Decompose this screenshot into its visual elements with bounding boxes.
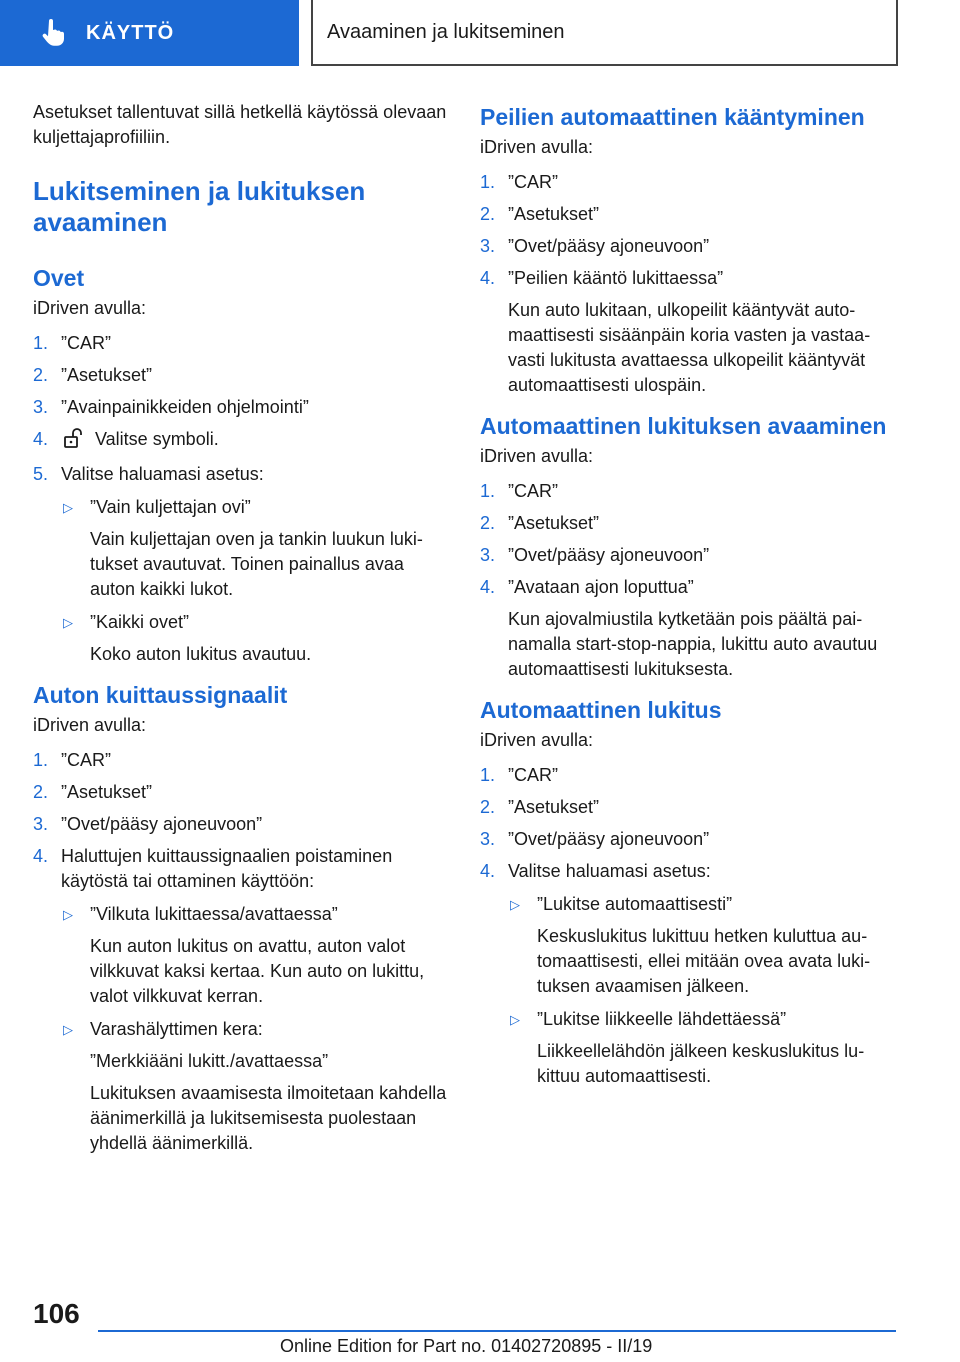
triangle-bullet-icon: ▷ [63, 500, 73, 515]
heading-auto-unlock: Automaattinen lukituksen avaaminen [480, 413, 887, 439]
page-number: 106 [33, 1298, 80, 1329]
option-item: ▷ ”Vilkuta lukittaessa/avattaessa” Kun auton lukitus on avattu, auton valot vilkkuvat kaksi kertaa. Kun auto on lukittu, valot vilkkuvat kerran. [63, 904, 425, 1006]
heading-mirrors: Peilien automaattinen kääntyminen [480, 104, 865, 130]
idrive-note: iDriven avulla: [480, 446, 594, 466]
list-item: 3. ”Ovet/pääsy ajoneuvoon” [480, 829, 710, 849]
idrive-note: iDriven avulla: [480, 730, 594, 750]
page-header [0, 0, 960, 68]
list-item: 3. ”Ovet/pääsy ajoneuvoon” [33, 814, 263, 834]
unlock-icon [63, 428, 85, 455]
hand-pointer-icon [38, 18, 68, 48]
left-column [33, 100, 448, 1170]
chapter-tab[interactable] [0, 0, 299, 66]
list-item: 1. ”CAR” [480, 481, 558, 501]
auto-lock-options [508, 892, 900, 1089]
list-item: 2. ”Asetukset” [480, 797, 600, 817]
intro-paragraph: Asetukset tallentuvat sillä hetkellä käytössä olevaan kuljettajaprofiiliin. [33, 102, 447, 147]
option-item: ▷ ”Vain kuljettajan ovi” Vain kuljettajan oven ja tankin luukun lukitukset avautuvat. Toinen painallus avaa auton kaikki lukot. [63, 497, 423, 599]
list-item: 5. Valitse haluamasi asetus: ▷ ”Vain kuljettajan ovi” Vain kuljettajan oven ja tankin luukun lukitukset avautuvat. Toinen painallus avaa auton kaikki lukot. ▷ ”Kaikki ovet” Koko auton lukitus avautuu. [33, 462, 448, 667]
idrive-note: iDriven avulla: [33, 715, 147, 735]
list-item: 3. ”Ovet/pääsy ajoneuvoon” [480, 545, 710, 565]
option-item: ▷ ”Lukitse automaattisesti” Keskuslukitus lukittuu hetken kuluttua automaattisesti, ellei mitään ovea avata lukituksen avaamisen jälkeen. [510, 894, 871, 996]
list-item: 2. ”Asetukset” [480, 513, 600, 533]
signals-steps [33, 748, 448, 1156]
list-item: 3. ”Ovet/pääsy ajoneuvoon” [480, 236, 710, 256]
triangle-bullet-icon: ▷ [63, 615, 73, 630]
idrive-note: iDriven avulla: [480, 137, 594, 157]
doors-options [61, 495, 448, 667]
section-title: Avaaminen ja lukitseminen [327, 20, 565, 43]
triangle-bullet-icon: ▷ [510, 1012, 520, 1027]
list-item: 2. ”Asetukset” [33, 782, 153, 802]
option-item: ▷ ”Kaikki ovet” Koko auton lukitus avautuu. [63, 612, 312, 664]
list-item: 1. ”CAR” [480, 172, 558, 192]
list-item: 4. Valitse symboli. [33, 427, 448, 455]
list-item: 2. ”Asetukset” [480, 204, 600, 224]
list-item: 4. ”Peilien kääntö lukittaessa” Kun auto lukitaan, ulkopeilit kääntyvät automaattisesti sisäänpäin koria vasten ja vastaavasti lukitusta avattaessa ulkopeilit kääntyvät automaattisesti ulospäin. [480, 268, 871, 395]
heading-doors: Ovet [33, 265, 85, 291]
list-item: 1. ”CAR” [33, 750, 111, 770]
auto-unlock-steps [480, 479, 900, 682]
auto-lock-steps [480, 763, 900, 1089]
main-heading: Lukitseminen ja lukituksen avaaminen [33, 176, 366, 237]
heading-auto-lock: Automaattinen lukitus [480, 697, 722, 723]
triangle-bullet-icon: ▷ [510, 897, 520, 912]
idrive-note: iDriven avulla: [33, 298, 147, 318]
signals-options [61, 902, 448, 1156]
option-item: ▷ ”Lukitse liikkeelle lähdettäessä” Liikkeellelähdön jälkeen keskuslukitus lukittuu automaattisesti. [510, 1009, 865, 1086]
right-column [480, 100, 900, 1103]
list-item: 4. Valitse haluamasi asetus: ▷ ”Lukitse automaattisesti” Keskuslukitus lukittuu hetken kuluttua automaattisesti, ellei mitään ovea avata lukituksen avaamisen jälkeen. ▷ ”Lukitse liikkeelle lähdettäessä” Liikkeellelähdön jälkeen keskuslukitus lukittuu automaattisesti. [480, 859, 900, 1089]
edition-text: Online Edition for Part no. 01402720895 - II/19 [280, 1336, 653, 1356]
list-item: 4. Haluttujen kuittaussignaalien poistaminen käytöstä tai ottaminen käyttöön: ▷ ”Vilkuta lukittaessa/avattaessa” Kun auton lukitus on avattu, auton valot vilkkuvat kaksi kertaa. Kun auto on lukittu, valot vilkkuvat kerran. ▷ Varashälyttimen kera: ”Merkkiääni lukitt./avattaessa” Lukituksen avaamisesta ilmoitetaan kahdella äänimerkillä ja lukitsemisesta puolestaan yhdellä äänimerkillä. [33, 844, 448, 1156]
list-item: 3. ”Avainpainikkeiden ohjelmointi” [33, 397, 309, 417]
list-item: 4. ”Avataan ajon loputtua” Kun ajovalmiustila kytketään pois päältä painamalla start-stop-nappia, lukittu auto avautuu automaattisesti lukituksesta. [480, 577, 878, 679]
doors-steps [33, 331, 448, 667]
heading-signals: Auton kuittaussignaalit [33, 682, 288, 708]
section-tab[interactable] [311, 0, 898, 66]
mirrors-steps [480, 170, 900, 398]
chapter-label: KÄYTTÖ [86, 21, 175, 44]
list-item: 2. ”Asetukset” [33, 365, 153, 385]
list-item: 1. ”CAR” [480, 765, 558, 785]
list-item: 1. ”CAR” [33, 333, 111, 353]
triangle-bullet-icon: ▷ [63, 1022, 73, 1037]
triangle-bullet-icon: ▷ [63, 907, 73, 922]
footer-divider [98, 1330, 896, 1332]
option-item: ▷ Varashälyttimen kera: ”Merkkiääni lukitt./avattaessa” Lukituksen avaamisesta ilmoitetaan kahdella äänimerkillä ja lukitsemisesta puolestaan yhdellä äänimerkillä. [63, 1019, 447, 1153]
